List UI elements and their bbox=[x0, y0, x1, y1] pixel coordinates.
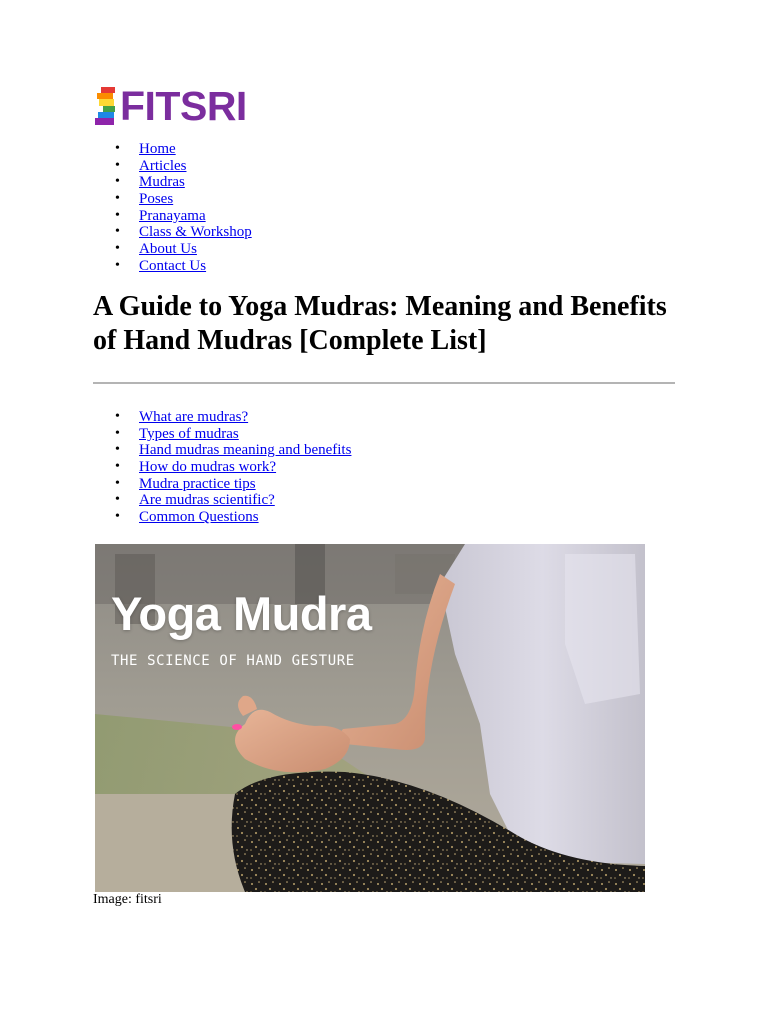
hero-title: Yoga Mudra bbox=[111, 587, 372, 640]
image-caption: Image: fitsri bbox=[93, 892, 162, 907]
nav-link-articles[interactable]: Articles bbox=[139, 157, 187, 174]
table-of-contents bbox=[93, 409, 351, 526]
toc-link-how-mudras-work[interactable]: How do mudras work? bbox=[139, 459, 277, 476]
toc-link-types-of-mudras[interactable]: Types of mudras bbox=[139, 425, 239, 442]
nav-link-class-workshop[interactable]: Class & Workshop bbox=[139, 224, 252, 241]
toc-link-common-questions[interactable]: Common Questions bbox=[139, 509, 259, 526]
nav-link-contact-us[interactable]: Contact Us bbox=[139, 257, 207, 274]
logo-text: FITSRI bbox=[120, 83, 247, 129]
nav-item-contact-us bbox=[93, 258, 252, 275]
nav-item-class-workshop bbox=[93, 224, 252, 241]
nav-link-pranayama[interactable]: Pranayama bbox=[139, 207, 206, 224]
article-title: A Guide to Yoga Mudras: Meaning and Benefits of Hand Mudras [Complete List] bbox=[93, 291, 667, 356]
toc-item bbox=[93, 492, 351, 509]
fitsri-logo-mark-icon bbox=[95, 87, 117, 125]
toc-link-what-are-mudras[interactable]: What are mudras? bbox=[139, 409, 249, 425]
toc-link-meaning-and-benefits[interactable]: Hand mudras meaning and benefits bbox=[139, 442, 352, 459]
nav-item-poses bbox=[93, 191, 252, 208]
title-divider bbox=[93, 382, 675, 384]
nav-item-home bbox=[93, 141, 252, 158]
toc-item bbox=[93, 509, 351, 526]
toc-link-are-mudras-scientific[interactable]: Are mudras scientific? bbox=[139, 492, 275, 509]
hero-image bbox=[95, 544, 645, 892]
nav-link-home[interactable]: Home bbox=[139, 141, 176, 157]
toc-item bbox=[93, 409, 351, 426]
toc-link-practice-tips[interactable]: Mudra practice tips bbox=[139, 475, 256, 492]
nav-item-articles bbox=[93, 158, 252, 175]
toc-item bbox=[93, 426, 351, 443]
nav-link-about-us[interactable]: About Us bbox=[139, 241, 197, 258]
nav-link-mudras[interactable]: Mudras bbox=[139, 174, 185, 191]
toc-item bbox=[93, 476, 351, 493]
nav-item-about-us bbox=[93, 241, 252, 258]
toc-item bbox=[93, 442, 351, 459]
toc-item bbox=[93, 459, 351, 476]
site-nav bbox=[93, 141, 252, 275]
hero-subtitle: THE SCIENCE OF HAND GESTURE bbox=[111, 653, 355, 669]
nav-item-pranayama bbox=[93, 208, 252, 225]
nav-item-mudras bbox=[93, 174, 252, 191]
fitsri-logo[interactable] bbox=[95, 83, 247, 129]
nav-link-poses[interactable]: Poses bbox=[139, 191, 174, 208]
